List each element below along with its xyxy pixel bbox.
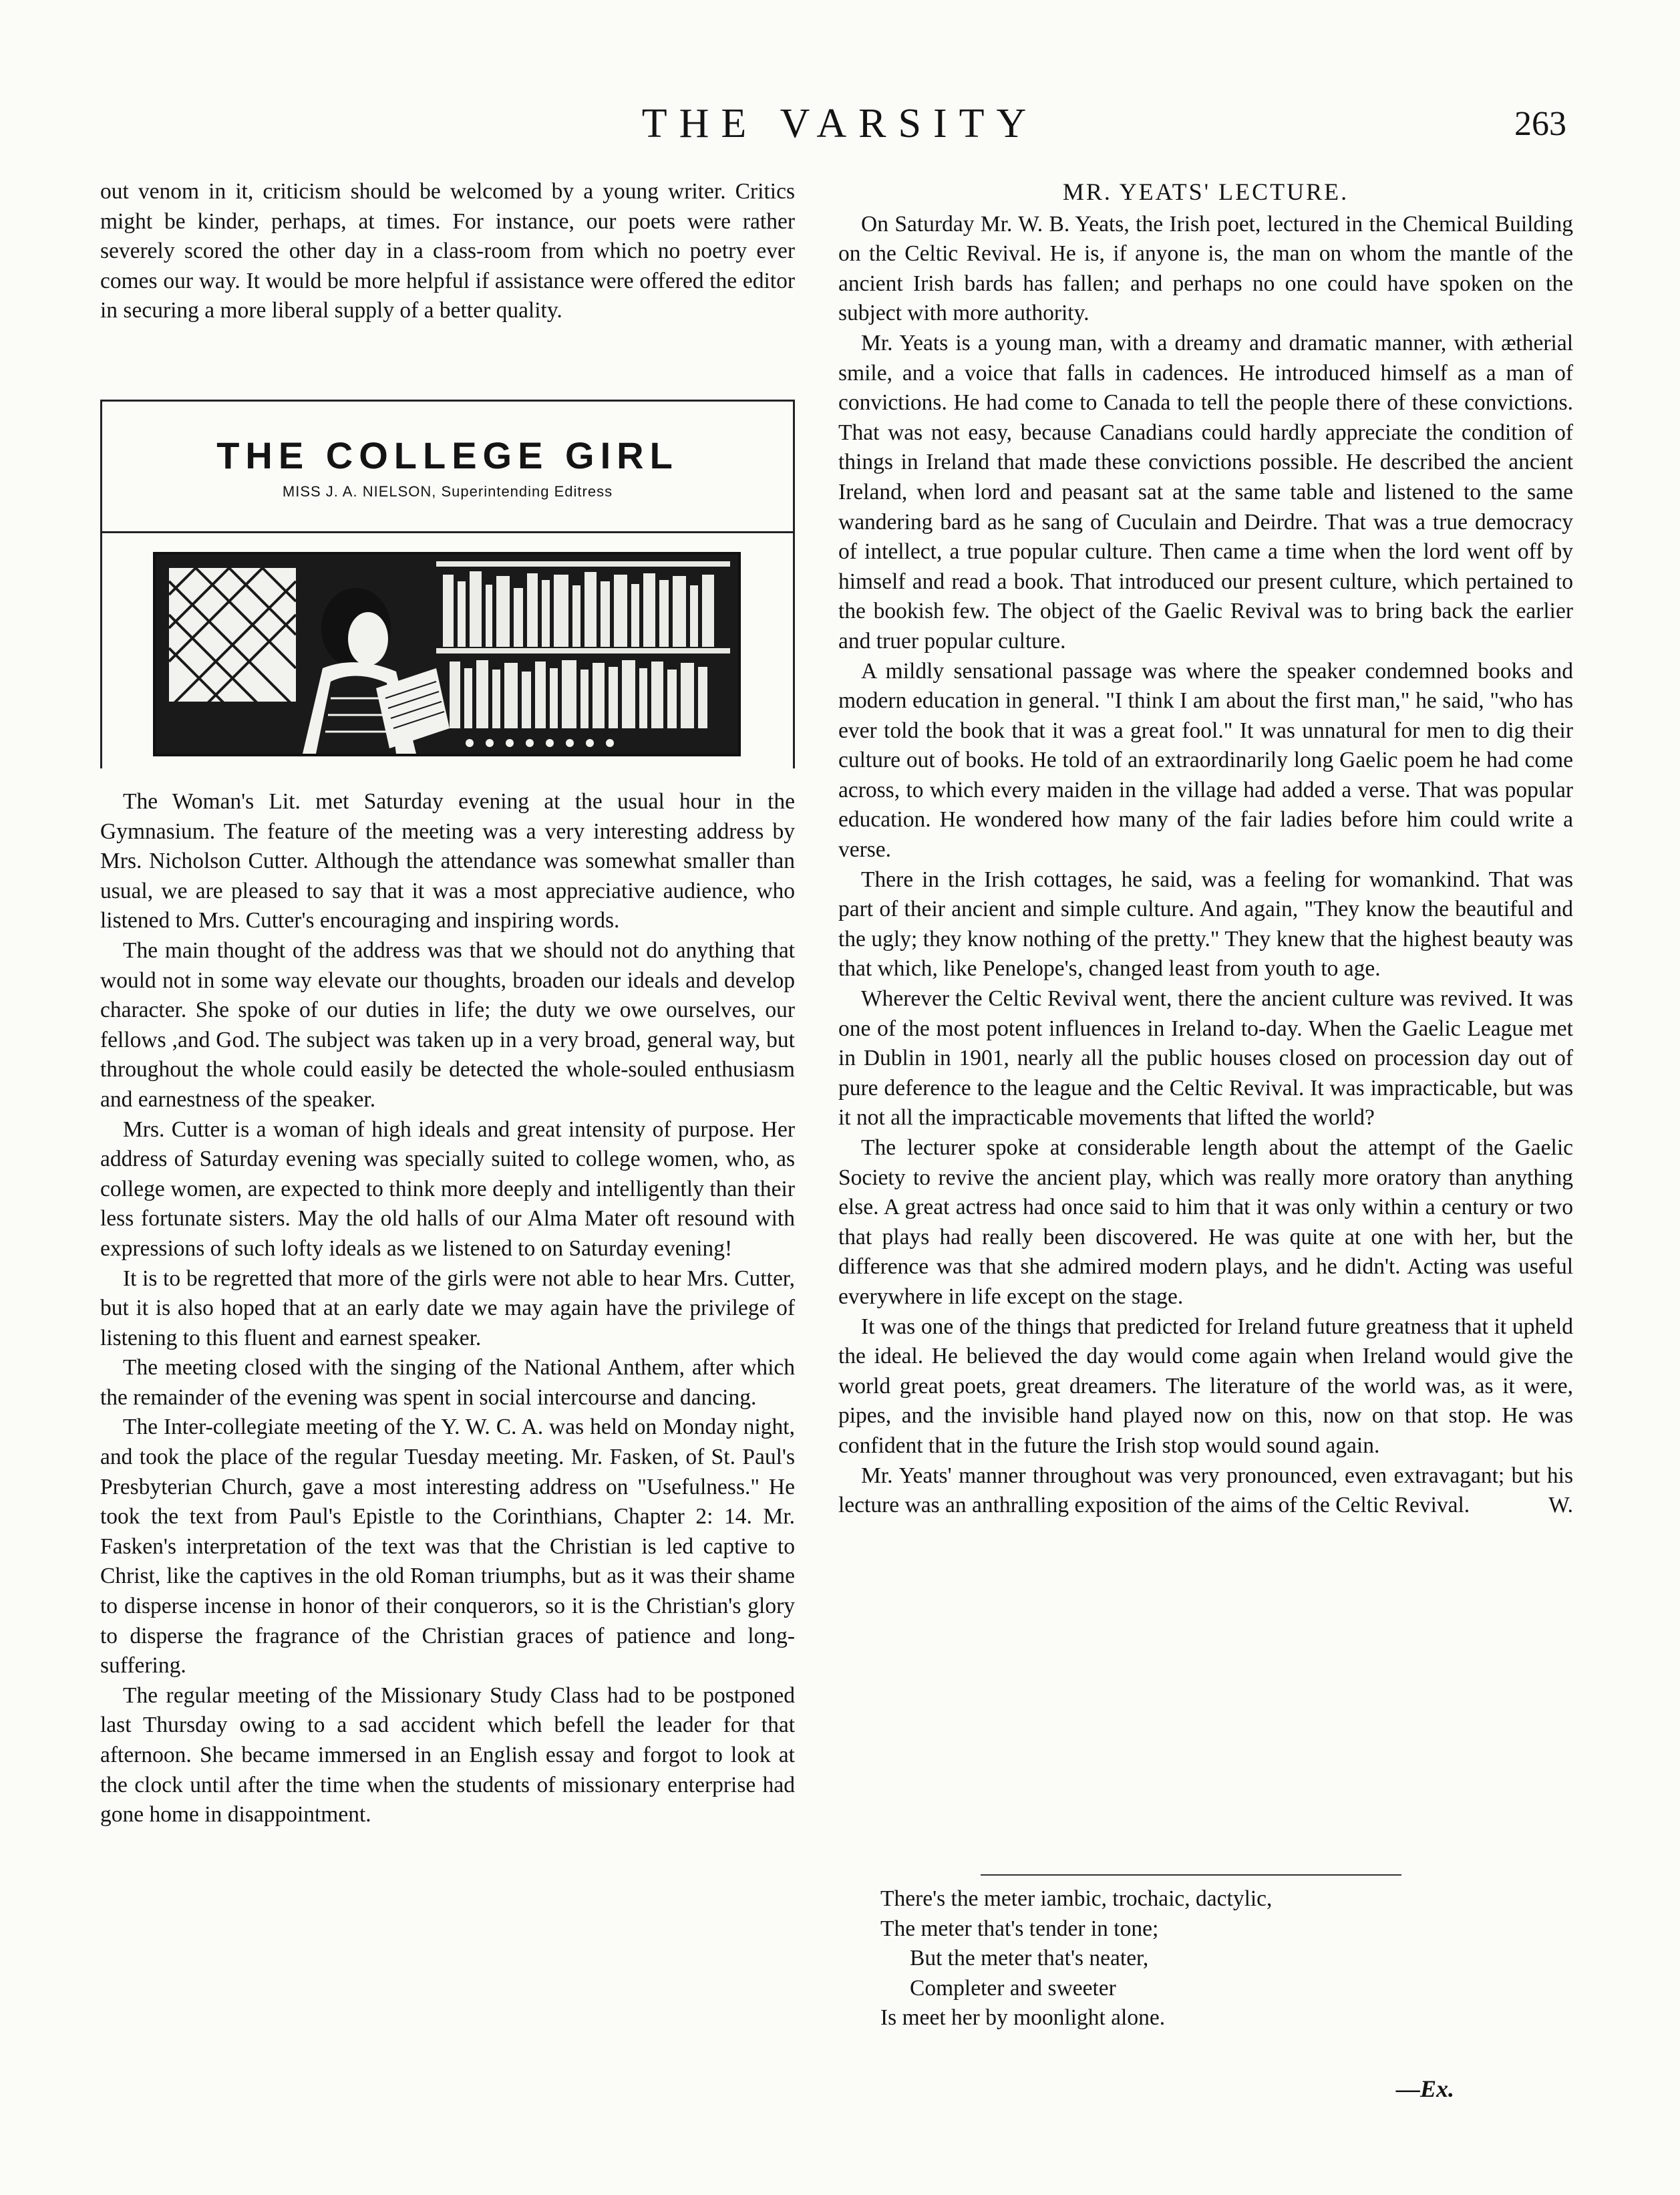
closing-paragraph — [838, 1461, 1573, 1521]
page-number: 263 — [1514, 105, 1566, 143]
article-paragraph: The lecturer spoke at considerable length about the attempt of the Gaelic Society to revive the ancient play, which was really more oratory than anything else. A great actress had once said to him that it was only within a century or two that plays had really been discovered. He was quite at one with her, but the difference was that she admired modern plays, and he didn't. Acting was useful everywhere in life except on the stage. — [838, 1135, 1573, 1309]
article-paragraph: On Saturday Mr. W. B. Yeats, the Irish poet, lectured in the Chemical Building on the Celtic Revival. He is, if anyone is, the man on whom the mantle of the ancient Irish bards has fallen; and perhaps no one could have spoken on the subject with more authority. — [838, 211, 1573, 326]
poem-line: The meter that's tender in tone; — [880, 1916, 1159, 1941]
reading-woman-illustration — [153, 552, 741, 756]
article-paragraph: The main thought of the address was that we should not do anything that would not in some way elevate our thoughts, broaden our ideals and develop character. She spoke of our duties in life; the duty we owe ourselves, our fellows ,and God. The subject was taken up in a very broad, general way, but throughout the whole could easily be detected the whole-souled enthusiasm and earnestness of the speaker. — [100, 937, 795, 1112]
poem — [880, 1884, 1482, 2033]
section-editor: MISS J. A. NIELSON, Superintending Editress — [282, 483, 613, 500]
section-divider — [102, 531, 793, 533]
article-paragraph: Mr. Yeats' manner throughout was very pronounced, even extravagant; but his lecture was an anthralling exposition of the aims of the Celtic Revival. — [838, 1463, 1573, 1518]
article-paragraph: There in the Irish cottages, he said, was a feeling for womankind. That was part of their ancient and simple culture. And again, "They know the beautiful and the ugly; they know nothing of the pretty." They knew that the highest beauty was that which, like Penelope's, changed least from youth to age. — [838, 867, 1573, 982]
poem-attribution: —Ex. — [1396, 2075, 1455, 2102]
journal-title: THE VARSITY — [641, 101, 1039, 146]
college-girl-article — [100, 787, 795, 1830]
left-column-top — [100, 177, 795, 326]
intro-paragraph: out venom in it, criticism should be welcomed by a young writer. Critics might be kinder, perhaps, at times. For instance, our poets were rather severely scored the other day in a class-room from which no poetry ever comes our way. It would be more helpful if assistance were offered the editor in securing a more liberal supply of a better quality. — [100, 179, 795, 323]
poem-line: There's the meter iambic, trochaic, dactylic, — [880, 1886, 1273, 1911]
article-paragraph: The meeting closed with the singing of the National Anthem, after which the remainder of the evening was spent in social intercourse and dancing. — [100, 1355, 795, 1410]
college-girl-header-box — [100, 400, 795, 768]
lattice-window-icon — [169, 568, 296, 708]
poem-line: Completer and sweeter — [910, 1975, 1116, 2001]
section-title: THE COLLEGE GIRL — [216, 434, 679, 476]
article-paragraph: Mrs. Cutter is a woman of high ideals and great intensity of purpose. Her address of Saturday evening was specially suited to college women, who, as college women, are expected to think more deeply and intelligently than their less fortunate sisters. May the old halls of our Alma Mater oft resound with expressions of such lofty ideals as we listened to on Saturday evening! — [100, 1117, 795, 1261]
article-paragraph: The Inter-collegiate meeting of the Y. W. C. A. was held on Monday night, and took the place of the regular Tuesday meeting. Mr. Fasken, of St. Paul's Presbyterian Church, gave a most interesting address on "Usefulness." He took the text from Paul's Epistle to the Corinthians, Chapter 2: 14. Mr. Fasken's interpretation of the text was that the Christian is led captive to Christ, like the captives in the old Roman triumphs, but as it was their shame to disperse incense in honor of their conquerors, so it is the Christian's glory to disperse the fragrance of the Christian graces of patience and long-suffering. — [100, 1415, 795, 1678]
author-signature: W. — [1548, 1493, 1573, 1518]
article-heading: MR. YEATS' LECTURE. — [1062, 178, 1349, 205]
yeats-lecture-article — [838, 177, 1573, 1521]
article-paragraph: Mr. Yeats is a young man, with a dreamy and dramatic manner, with ætherial smile, and a voice that falls in cadences. He introduced himself as a man of convictions. He had come to Canada to tell the people there of these convictions. That was not easy, because Canadians could hardly appreciate the condition of things in Ireland that made these convictions possible. He described the ancient Ireland, when lord and peasant sat at the same table and listened to the same wandering bard as he sang of Cuculain and Deirdre. That was a true democracy of intellect, a true popular culture. Then came a time when the lord went off by himself and read a book. That introduced our present culture, which pertained to the bookish few. The object of the Gaelic Revival was to bring back the earlier and truer popular culture. — [838, 330, 1573, 653]
article-paragraph: A mildly sensational passage was where the speaker condemned books and modern education in general. "I think I am about the first man," he said, "who has ever told the book that it was a great fool." It was unnatural for men to dig their culture out of books. He told of an extraordinarily long Gaelic poem he had come across, to which every maiden in the village had added a verse. That was popular education. He wondered how many of the fair ladies before him could write a verse. — [838, 658, 1573, 863]
article-paragraph: It was one of the things that predicted for Ireland future greatness that it upheld the ideal. He believed the day would come again when Ireland would give the world great poets, great dreamers. The literature of the world was, as it were, pipes, and the invisible hand played now on this, now on that stop. He was confident that in the future the Irish stop would sound again. — [838, 1314, 1573, 1458]
poem-line: Is meet her by moonlight alone. — [880, 2005, 1166, 2031]
article-paragraph: It is to be regretted that more of the girls were not able to hear Mrs. Cutter, but it is also hoped that at an early date we may again have the privilege of listening to this fluent and earnest speaker. — [100, 1266, 795, 1350]
article-paragraph: The Woman's Lit. met Saturday evening at the usual hour in the Gymnasium. The feature of the meeting was a very interesting address by Mrs. Nicholson Cutter. Although the attendance was somewhat smaller than usual, we are pleased to say that it was a most appreciative audience, who listened to Mrs. Cutter's encouraging and inspiring words. — [100, 789, 795, 933]
article-paragraph: The regular meeting of the Missionary Study Class had to be postponed last Thursday owing to a sad accident which befell the leader for that afternoon. She became immersed in an English essay and forgot to look at the clock until after the time when the students of missionary enterprise had gone home in disappointment. — [100, 1682, 795, 1827]
poem-divider — [981, 1874, 1401, 1876]
running-head — [0, 100, 1680, 154]
article-paragraph: Wherever the Celtic Revival went, there the ancient culture was revived. It was one of the most potent influences in Ireland to-day. When the Gaelic League met in Dublin in 1901, nearly all the public houses closed on procession day out of pure deference to the league and the Celtic Revival. It was impracticable, but was it not all the impracticable movements that lifted the world? — [838, 986, 1573, 1131]
poem-line: But the meter that's neater, — [910, 1946, 1149, 1971]
